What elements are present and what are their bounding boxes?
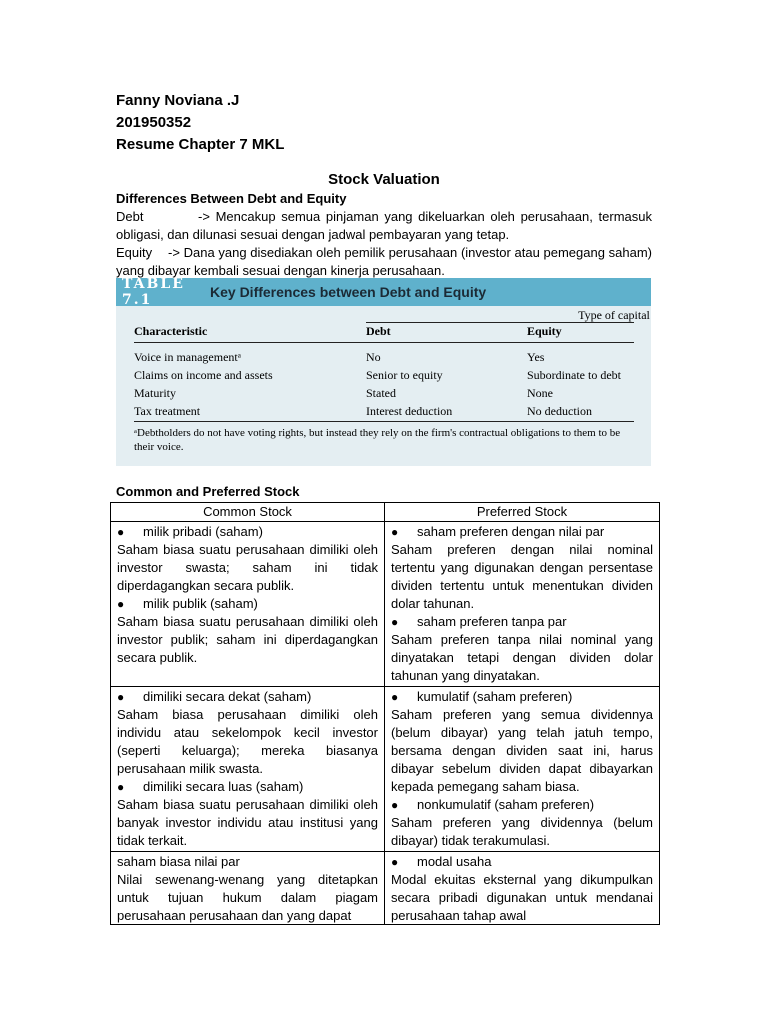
- bullet-term: ● saham preferen dengan nilai par: [391, 523, 653, 541]
- equity-label: Equity: [116, 245, 153, 260]
- table-7-1-figure: [116, 278, 651, 466]
- debt-text: -> Mencakup semua pinjaman yang dikeluarkan oleh perusahaan, termasuk obligasi, dan dilunasi sesuai dengan jadwal pembayaran yang tetap.: [116, 209, 652, 242]
- table-row: [111, 687, 660, 852]
- bullet-term: ● milik publik (saham): [117, 595, 378, 613]
- term-definition: Saham preferen yang dividennya (belum dibayar) tidak terakumulasi.: [391, 815, 653, 848]
- row-equity: No deduction: [527, 404, 592, 418]
- body-rule-bottom: [134, 421, 634, 422]
- student-id: 201950352: [116, 114, 192, 131]
- col-characteristic: Characteristic: [134, 324, 208, 338]
- figure-row: [134, 386, 654, 404]
- preferred-cell: [385, 522, 660, 687]
- bullet-term: ● dimiliki secara luas (saham): [117, 778, 378, 796]
- term-definition: Saham preferen tanpa nilai nominal yang dinyatakan tetapi dengan dividen dolar tahunan yang dinyatakan.: [391, 632, 653, 683]
- row-characteristic: Claims on income and assets: [134, 368, 273, 382]
- row-characteristic: Tax treatment: [134, 404, 201, 418]
- col-common-stock: Common Stock: [111, 503, 385, 522]
- type-of-capital-header: Type of capital: [578, 308, 650, 322]
- section-heading-debt-equity: Differences Between Debt and Equity: [116, 191, 347, 206]
- document-subtitle: Resume Chapter 7 MKL: [116, 136, 285, 153]
- section-heading-common-preferred: Common and Preferred Stock: [116, 484, 300, 499]
- preferred-cell: [385, 687, 660, 852]
- row-debt: Stated: [366, 386, 396, 400]
- term-definition: Saham preferen yang semua dividennya (belum dibayar) yang telah jatuh tempo, bersama dengan dividen saat ini, harus dibayar sebelum dividen dapat dibayarkan kepada pemegang saham biasa.: [391, 707, 653, 794]
- header-rule-bottom: [134, 342, 634, 343]
- equity-definition: [116, 244, 652, 280]
- term-definition: Saham biasa suatu perusahaan dimiliki oleh investor publik; saham ini diperdagangkan secara publik.: [117, 614, 378, 665]
- term-definition: Saham biasa suatu perusahaan dimiliki oleh investor swasta; saham ini tidak diperdagangkan secara publik.: [117, 542, 378, 593]
- common-preferred-table: [110, 502, 660, 925]
- bullet-term: ● milik pribadi (saham): [117, 523, 378, 541]
- figure-table-number: TABLE 7.1: [122, 276, 185, 308]
- term-heading: saham biasa nilai par: [117, 854, 240, 869]
- bullet-term: ● saham preferen tanpa par: [391, 613, 653, 631]
- col-equity: Equity: [527, 324, 562, 338]
- row-debt: Interest deduction: [366, 404, 453, 418]
- row-debt: Senior to equity: [366, 368, 443, 382]
- figure-title-bar: [116, 278, 651, 306]
- bullet-term: ● kumulatif (saham preferen): [391, 688, 653, 706]
- equity-text: -> Dana yang disediakan oleh pemilik perusahaan (investor atau pemegang saham) yang dibayar kembali sesuai dengan kinerja perusahaan.: [116, 245, 652, 278]
- table-row: [111, 522, 660, 687]
- debt-definition: [116, 208, 652, 244]
- row-characteristic: Voice in managementᵃ: [134, 350, 242, 364]
- figure-row: [134, 350, 654, 368]
- table-header-row: [111, 503, 660, 522]
- figure-row: [134, 368, 654, 386]
- row-debt: No: [366, 350, 381, 364]
- common-cell: [111, 852, 385, 925]
- term-definition: Saham biasa perusahaan dimiliki oleh individu atau sekelompok kecil investor (seperti keluarga); mereka biasanya perusahaan milik swasta.: [117, 707, 378, 776]
- bullet-term: ● nonkumulatif (saham preferen): [391, 796, 653, 814]
- term-definition: Nilai sewenang-wenang yang ditetapkan untuk tujuan hukum dalam piagam perusahaan perusahaan dan yang dapat: [117, 872, 378, 923]
- col-debt: Debt: [366, 324, 391, 338]
- row-equity: Yes: [527, 350, 545, 364]
- figure-footnote: ᵃDebtholders do not have voting rights, but instead they rely on the firm's contractual obligations to them to be their voice.: [134, 427, 621, 453]
- figure-row: [134, 404, 654, 422]
- document-body: [116, 90, 652, 280]
- author-name: Fanny Noviana .J: [116, 92, 240, 109]
- term-definition: Modal ekuitas eksternal yang dikumpulkan secara pribadi digunakan untuk mendanai perusahaan tahap awal: [391, 872, 653, 923]
- term-definition: Saham preferen dengan nilai nominal tertentu yang digunakan dengan persentase dividen tertentu untuk menentukan dividen dolar tahunan.: [391, 542, 653, 611]
- bullet-term: ● dimiliki secara dekat (saham): [117, 688, 378, 706]
- page-title: Stock Valuation: [328, 171, 440, 188]
- figure-table-title: Key Differences between Debt and Equity: [210, 284, 487, 300]
- common-cell: [111, 687, 385, 852]
- row-characteristic: Maturity: [134, 386, 176, 400]
- table-row: [111, 852, 660, 925]
- header-rule-top: [366, 322, 634, 323]
- row-equity: None: [527, 386, 553, 400]
- preferred-cell: [385, 852, 660, 925]
- col-preferred-stock: Preferred Stock: [385, 503, 660, 522]
- common-cell: [111, 522, 385, 687]
- row-equity: Subordinate to debt: [527, 368, 621, 382]
- bullet-term: ● modal usaha: [391, 853, 653, 871]
- debt-label: Debt: [116, 209, 144, 224]
- term-definition: Saham biasa suatu perusahaan dimiliki oleh banyak investor individu atau institusi yang tidak terkait.: [117, 797, 378, 848]
